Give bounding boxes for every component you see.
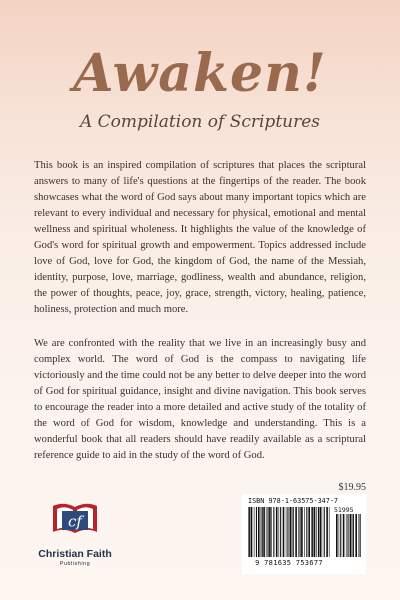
barcode-bars <box>248 507 330 557</box>
publisher-name: Christian Faith <box>38 548 112 560</box>
barcode-addon-bars <box>336 514 362 557</box>
isbn-text: ISBN 978-1-63575-347-7 <box>248 497 339 505</box>
publisher-logo <box>34 494 116 574</box>
book-title: Awaken! <box>73 43 327 104</box>
publisher-sub: Publishing <box>59 561 91 567</box>
logo-letters: cf <box>68 512 82 531</box>
blurb-paragraph-2: We are confronted with the reality that we live in an increasingly busy and complex world. The word of God is the compass to navigating life victoriously and the time could not be any better to delve deeper into the word of God for spiritual guidance, insight and divine navigation. This book serves to encourage the reader into a more detailed and active study of the totality of the word of God for wisdom, knowledge and understanding. This is a wonderful book that all readers should have readily available as a scriptural reference guide to aid in the study of the word of God. <box>34 338 366 461</box>
ean-digits: 9 781635 753677 <box>255 559 323 567</box>
book-subtitle: A Compilation of Scriptures <box>79 112 321 132</box>
price-label: $19.95 <box>338 482 366 493</box>
blurb-paragraph-1: This book is an inspired compilation of scriptures that places the scriptural answers to many of life's questions at the fingertips of the reader. The book showcases what the word of God says about many important topics which are relevant to every individual and necessary for physical, emotional and mental wellness and spiritual wholeness. It highlights the value of the knowledge of God's word for spiritual growth and empowerment. Topics addressed include love of God, love for God, the kingdom of God, the name of the Messiah, identity, purpose, love, marriage, godliness, wealth and abundance, religion, the power of thoughts, peace, joy, grace, strength, victory, healing, patience, holiness, protection and much more. <box>34 160 366 315</box>
isbn-barcode <box>242 494 366 574</box>
price-addon-digits: 51995 <box>334 506 354 514</box>
open-book-cf-logo-icon <box>50 498 100 538</box>
